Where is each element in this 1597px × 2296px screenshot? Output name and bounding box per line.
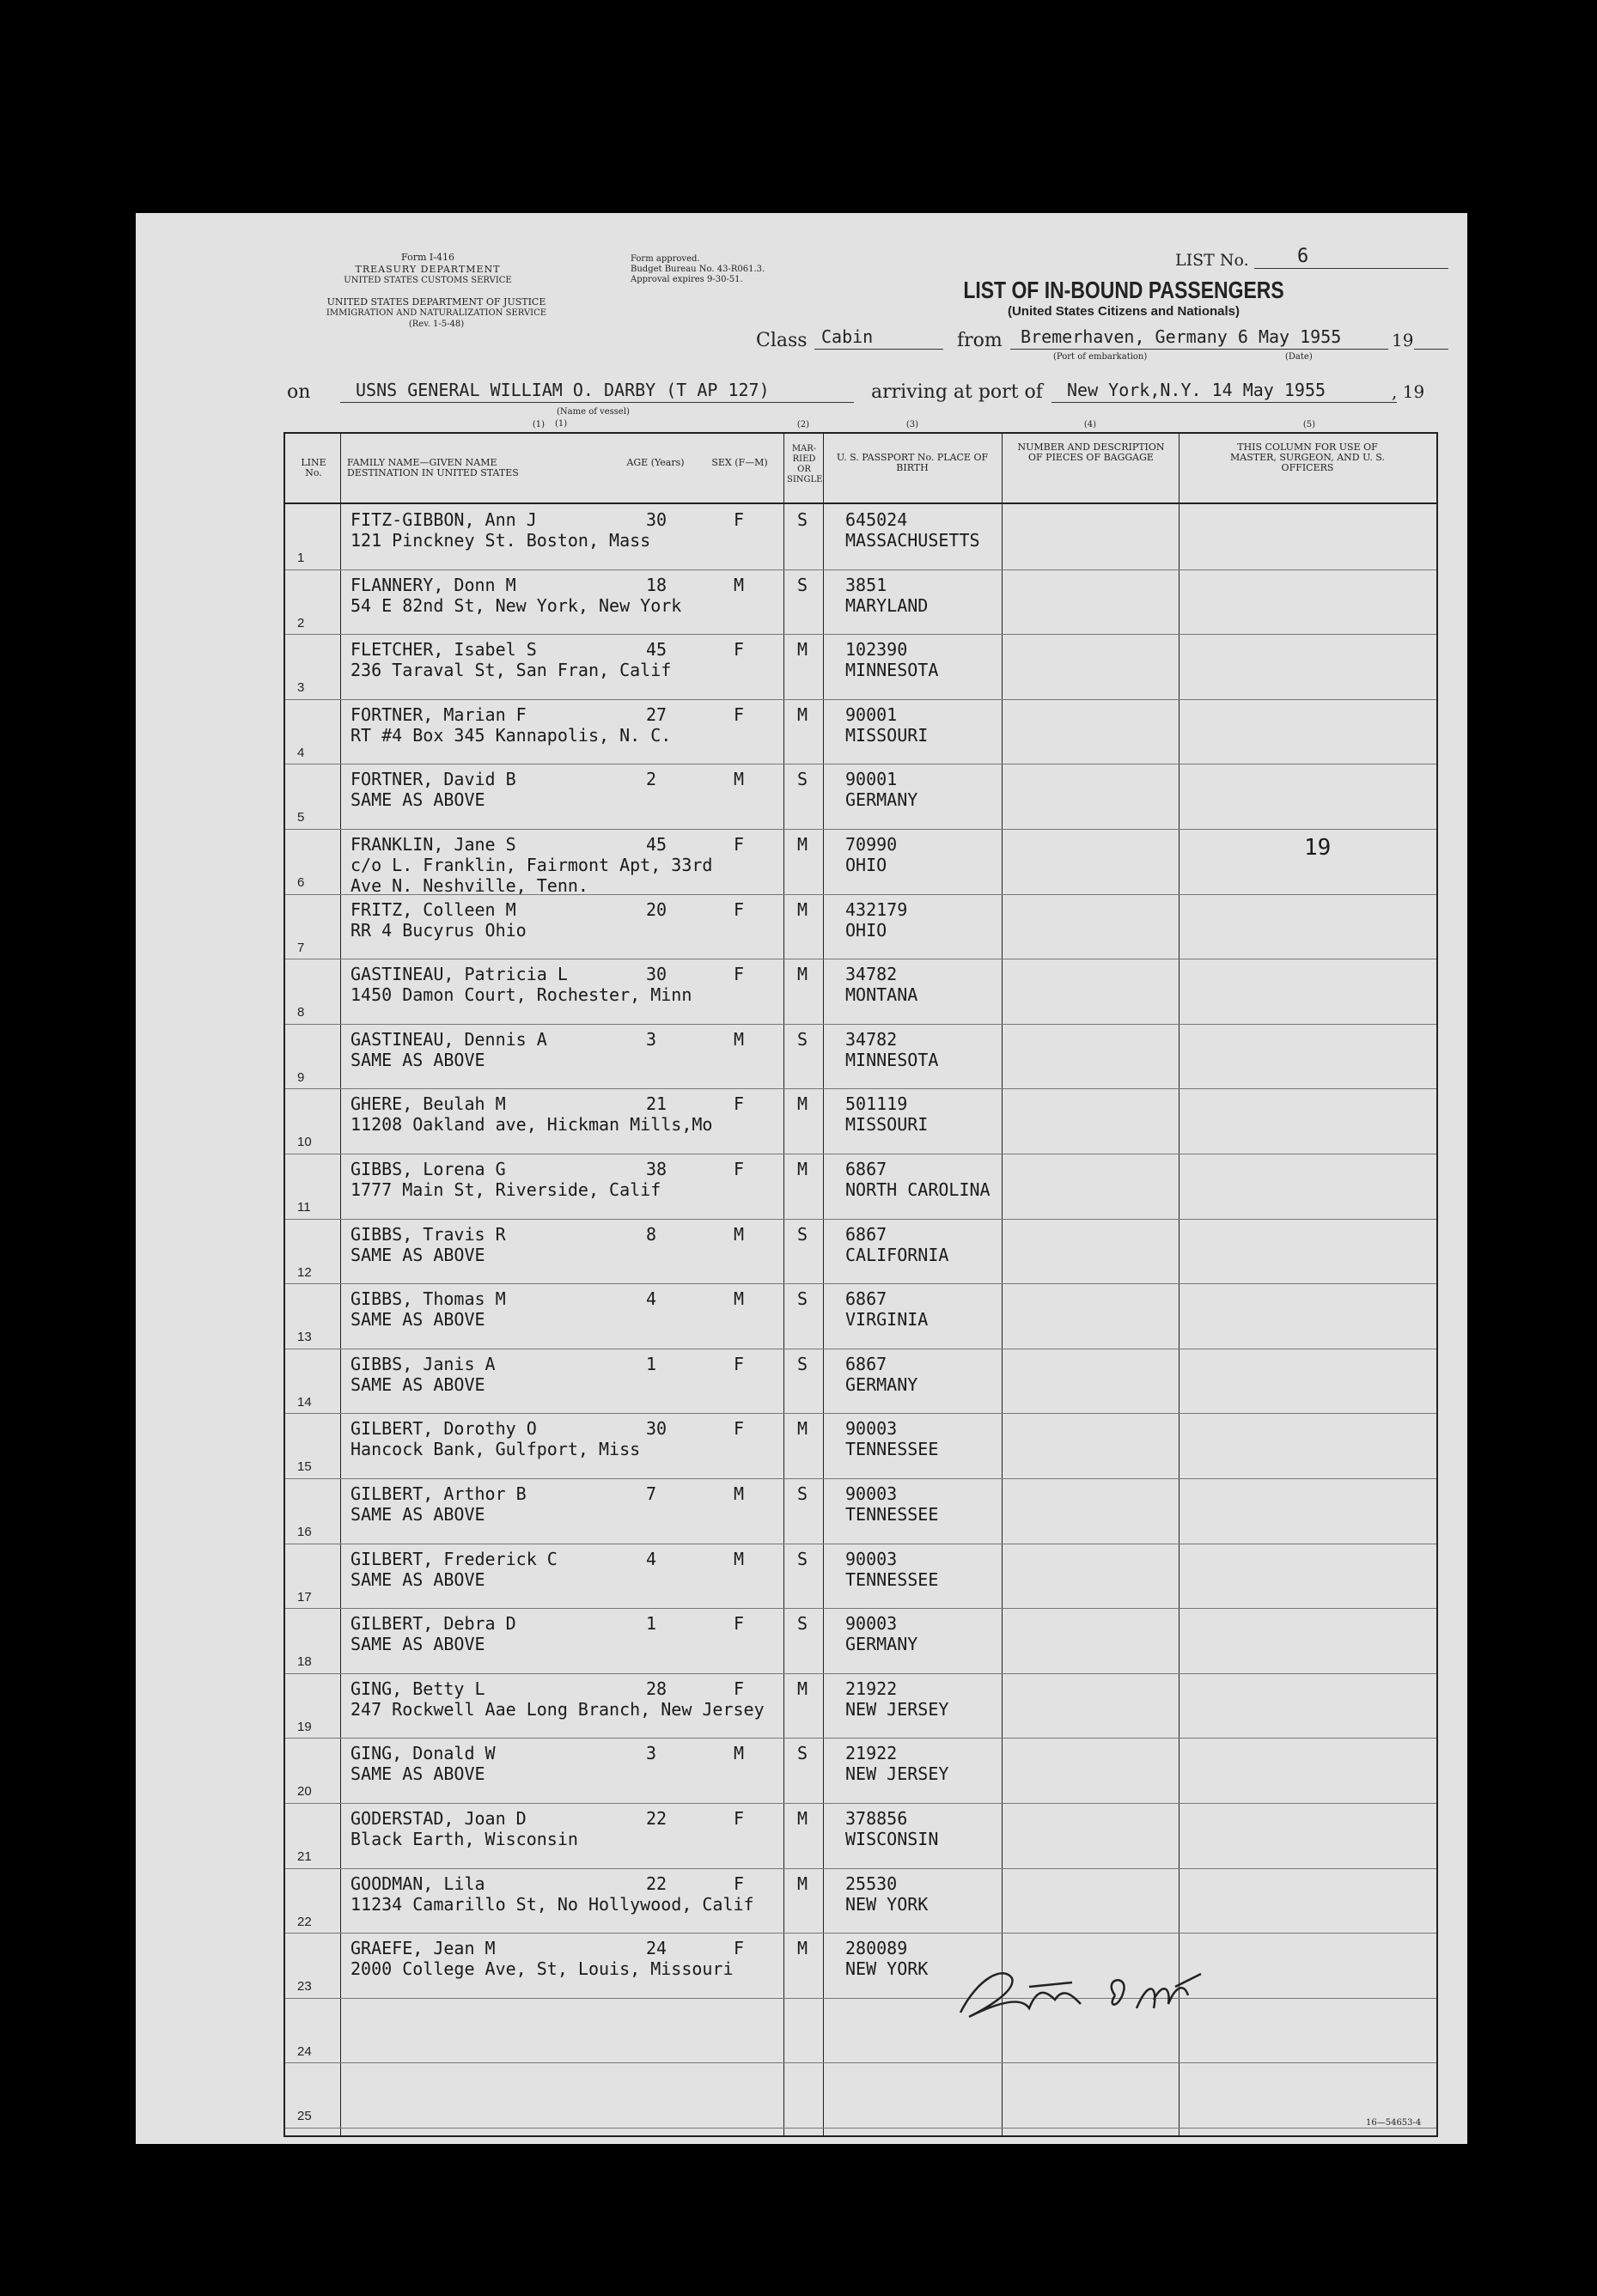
marital-status: M [797, 703, 808, 725]
place-of-birth: MONTANA [845, 984, 918, 1006]
line-number: 21 [297, 1849, 312, 1864]
treasury-dept: TREASURY DEPARTMENT [355, 264, 501, 275]
place-of-birth: MISSOURI [845, 1114, 929, 1136]
passenger-address: c/o L. Franklin, Fairmont Apt, 33rd [350, 855, 713, 875]
passport-number: 432179 [845, 898, 908, 920]
line-number: 6 [297, 875, 305, 890]
passenger-sex: M [734, 1483, 745, 1504]
passenger-name: GASTINEAU, Dennis A [350, 1028, 547, 1050]
passenger-address: SAME AS ABOVE [350, 1049, 485, 1070]
passenger-name: FITZ-GIBBON, Ann J [350, 509, 537, 530]
passenger-sex: M [734, 1548, 745, 1569]
passenger-address-2: Ave N. Neshville, Tenn. [350, 875, 588, 896]
passenger-address: RT #4 Box 345 Kannapolis, N. C. [350, 724, 672, 746]
line-number: 8 [297, 1005, 305, 1020]
line-number: 13 [297, 1330, 312, 1345]
table-row [285, 1544, 1436, 1610]
marital-status: S [797, 1353, 808, 1374]
passenger-name: GODERSTAD, Joan D [350, 1808, 527, 1829]
table-row [285, 1608, 1436, 1674]
passenger-address: SAME AS ABOVE [350, 1373, 485, 1395]
table-row [285, 1154, 1436, 1220]
col-number-5: (5) [1302, 420, 1316, 429]
place-of-birth: TENNESSEE [845, 1504, 939, 1525]
line-number: 9 [297, 1069, 305, 1085]
table-row [285, 1933, 1436, 1999]
table-row [285, 1024, 1436, 1090]
marital-status: M [797, 1093, 808, 1115]
table-row [285, 1868, 1436, 1934]
passport-number: 21922 [845, 1743, 898, 1764]
header-line-no: LINE No. [301, 457, 326, 478]
passenger-name: GIBBS, Thomas M [350, 1288, 506, 1310]
passenger-age: 20 [646, 898, 667, 920]
table-row [285, 1478, 1436, 1544]
place-of-birth: GERMANY [845, 1373, 918, 1395]
passenger-sex: F [734, 964, 745, 985]
place-of-birth: NORTH CAROLINA [845, 1179, 991, 1200]
passenger-address: SAME AS ABOVE [350, 1634, 485, 1655]
line-number: 11 [297, 1200, 311, 1215]
header-age: AGE (Years) [626, 457, 685, 468]
passenger-sex: M [734, 1223, 745, 1245]
passenger-name: FRITZ, Colleen M [350, 898, 516, 920]
marital-status: S [797, 1613, 808, 1635]
from-label: from [957, 330, 1003, 351]
line-number: 25 [297, 2109, 312, 2124]
approval-line-1: Form approved. [631, 254, 700, 264]
revision: (Rev. 1-5-48) [408, 320, 465, 329]
passenger-address: 2000 College Ave, St, Louis, Missouri [350, 1958, 734, 1980]
marital-status: S [797, 509, 808, 530]
header-marital: MAR-RIED OR SINGLE [787, 444, 823, 484]
passenger-sex: F [734, 1353, 745, 1374]
line-number: 2 [297, 615, 305, 630]
passport-number: 34782 [845, 1028, 898, 1050]
passenger-address: 11234 Camarillo St, No Hollywood, Calif [350, 1893, 754, 1915]
place-of-birth: MISSOURI [845, 724, 929, 746]
place-of-birth: MINNESOTA [845, 660, 939, 681]
passport-number: 3851 [845, 574, 887, 595]
col-number-3: (3) [905, 420, 919, 429]
class-value: Cabin [821, 326, 874, 347]
passenger-address: SAME AS ABOVE [350, 1309, 485, 1331]
passport-number: 378856 [845, 1808, 908, 1829]
place-of-birth: OHIO [845, 855, 887, 875]
table-row [285, 959, 1436, 1025]
passport-number: 70990 [845, 834, 898, 855]
marital-status: S [797, 574, 808, 595]
header-name: FAMILY NAME—GIVEN NAME DESTINATION IN UNITED STATES [347, 457, 519, 478]
place-of-birth: NEW JERSEY [845, 1698, 949, 1720]
line-number: 22 [297, 1914, 312, 1929]
passenger-age: 7 [646, 1483, 657, 1504]
passenger-age: 24 [646, 1938, 667, 1959]
passenger-age: 18 [646, 574, 667, 595]
passenger-address: 236 Taraval St, San Fran, Calif [350, 660, 672, 681]
header-passport: U. S. PASSPORT No. PLACE OF BIRTH [836, 452, 989, 473]
passenger-age: 45 [646, 834, 667, 855]
passenger-age: 8 [646, 1223, 657, 1245]
line-number: 5 [297, 810, 305, 825]
passenger-name: GIBBS, Janis A [350, 1353, 496, 1374]
place-of-birth: MASSACHUSETTS [845, 530, 980, 551]
marital-status: M [797, 1678, 808, 1699]
marital-status: M [797, 639, 808, 661]
passenger-age: 22 [646, 1873, 667, 1894]
passenger-name: GING, Donald W [350, 1743, 496, 1764]
line-number: 3 [297, 680, 305, 696]
approval-line-2: Budget Bureau No. 43-R061.3. [631, 265, 765, 274]
line-number: 7 [297, 940, 305, 955]
place-of-birth: CALIFORNIA [845, 1244, 949, 1265]
list-number: 6 [1297, 246, 1309, 267]
marital-status: M [797, 834, 808, 855]
passport-number: 6867 [845, 1159, 887, 1179]
table-row [285, 764, 1436, 830]
place-of-birth: NEW YORK [845, 1958, 929, 1980]
passport-number: 90001 [845, 703, 898, 725]
passenger-age: 27 [646, 703, 667, 725]
line-number: 1 [297, 551, 305, 565]
table-row [285, 1803, 1436, 1869]
marital-status: S [797, 1028, 808, 1050]
marital-status: M [797, 964, 808, 985]
table-row [285, 1283, 1436, 1349]
passenger-name: GILBERT, Debra D [350, 1613, 516, 1635]
passenger-sex: F [734, 898, 745, 920]
line-number: 12 [297, 1264, 312, 1280]
vessel-col-number: (1) [555, 419, 568, 429]
passport-number: 6867 [845, 1288, 887, 1310]
passenger-name: GIBBS, Travis R [350, 1223, 506, 1245]
port-caption: (Port of embarkation) [1053, 352, 1148, 362]
passenger-sex: F [734, 639, 745, 661]
passport-number: 90003 [845, 1483, 898, 1504]
table-row [285, 1349, 1436, 1415]
passenger-sex: F [734, 1938, 745, 1959]
passenger-age: 4 [646, 1548, 657, 1569]
passenger-name: GILBERT, Dorothy O [350, 1418, 537, 1440]
table-row [285, 1088, 1436, 1154]
marital-status: S [797, 1288, 808, 1310]
passenger-age: 38 [646, 1159, 667, 1179]
officer-note: 19 [1304, 835, 1332, 861]
place-of-birth: TENNESSEE [845, 1439, 939, 1460]
passenger-name: FRANKLIN, Jane S [350, 834, 516, 855]
marital-status: M [797, 1159, 808, 1179]
table-row [285, 634, 1436, 700]
passenger-address: SAME AS ABOVE [350, 1763, 485, 1785]
passenger-age: 30 [646, 509, 667, 530]
passport-number: 645024 [845, 509, 908, 530]
date-caption: (Date) [1285, 352, 1313, 362]
marital-status: S [797, 769, 808, 790]
line-number: 24 [297, 2043, 312, 2059]
passenger-age: 30 [646, 964, 667, 985]
table-row [285, 569, 1436, 636]
table-row [285, 2062, 1436, 2129]
table-row [285, 1738, 1436, 1804]
passport-number: 90003 [845, 1418, 898, 1440]
passport-number: 280089 [845, 1938, 908, 1959]
marital-status: S [797, 1743, 808, 1764]
passenger-sex: F [734, 1159, 745, 1179]
table-row [285, 504, 1436, 570]
passport-number: 90001 [845, 769, 898, 790]
passenger-address: SAME AS ABOVE [350, 1244, 485, 1265]
line-number: 23 [297, 1979, 312, 1995]
table-row [285, 829, 1436, 895]
passenger-sex: F [734, 1808, 745, 1829]
manifest-page [136, 213, 1467, 2144]
footer-code: 16—54653-4 [1366, 2118, 1422, 2128]
form-subtitle: (United States Citizens and Nationals) [1007, 304, 1240, 319]
marital-status: M [797, 1418, 808, 1440]
passenger-name: GOODMAN, Lila [350, 1873, 485, 1894]
passenger-sex: F [734, 1613, 745, 1635]
passenger-sex: F [734, 1093, 745, 1115]
line-number: 15 [297, 1459, 312, 1475]
col-number-2: (2) [796, 420, 810, 429]
passenger-address: 1450 Damon Court, Rochester, Minn [350, 984, 692, 1006]
line-number: 18 [297, 1654, 312, 1670]
passenger-age: 22 [646, 1808, 667, 1829]
table-row [285, 1219, 1436, 1285]
passenger-age: 1 [646, 1613, 657, 1635]
place-of-birth: MINNESOTA [845, 1049, 939, 1070]
list-number-label: LIST No. [1175, 251, 1249, 270]
passenger-address: SAME AS ABOVE [350, 1504, 485, 1525]
passenger-name: GASTINEAU, Patricia L [350, 964, 568, 985]
passenger-age: 3 [646, 1743, 657, 1764]
approval-line-3: Approval expires 9-30-51. [631, 275, 743, 284]
passenger-name: FLANNERY, Donn M [350, 574, 516, 595]
passenger-name: GILBERT, Arthor B [350, 1483, 527, 1504]
class-label: Class [756, 330, 808, 351]
header-officers: THIS COLUMN FOR USE OF MASTER, SURGEON, AND U. S. OFFICERS [1229, 442, 1385, 473]
place-of-birth: GERMANY [845, 789, 918, 811]
passenger-sex: M [734, 769, 745, 790]
passport-number: 21922 [845, 1678, 898, 1699]
passenger-name: FLETCHER, Isabel S [350, 639, 537, 661]
marital-status: M [797, 1808, 808, 1829]
passenger-sex: M [734, 1028, 745, 1050]
passenger-address: 1777 Main St, Riverside, Calif [350, 1179, 661, 1200]
passenger-sex: F [734, 1418, 745, 1440]
passenger-age: 30 [646, 1418, 667, 1440]
passenger-address: SAME AS ABOVE [350, 789, 485, 811]
passenger-age: 21 [646, 1093, 667, 1115]
table-row [285, 699, 1436, 765]
passenger-name: GING, Betty L [350, 1678, 485, 1699]
arriving-label: arriving at port of [871, 381, 1043, 403]
place-of-birth: NEW JERSEY [845, 1763, 949, 1785]
passenger-name: GRAEFE, Jean M [350, 1938, 496, 1959]
passenger-sex: F [734, 703, 745, 725]
passenger-name: FORTNER, David B [350, 769, 516, 790]
passenger-address: 247 Rockwell Aae Long Branch, New Jersey [350, 1698, 765, 1720]
passenger-age: 2 [646, 769, 657, 790]
officer-signature [943, 1961, 1227, 2030]
arrival-value: New York,N.Y. 14 May 1955 [1067, 380, 1326, 400]
passenger-age: 1 [646, 1353, 657, 1374]
line-number: 19 [297, 1719, 312, 1734]
table-row [285, 1673, 1436, 1739]
line-number: 20 [297, 1784, 312, 1800]
header-baggage: NUMBER AND DESCRIPTION OF PIECES OF BAGGAGE [1017, 442, 1165, 463]
marital-status: M [797, 1938, 808, 1959]
marital-status: S [797, 1223, 808, 1245]
passport-number: 90003 [845, 1613, 898, 1635]
line-number: 14 [297, 1394, 312, 1410]
marital-status: S [797, 1548, 808, 1569]
passenger-sex: F [734, 1873, 745, 1894]
place-of-birth: MARYLAND [845, 594, 929, 616]
place-of-birth: WISCONSIN [845, 1829, 939, 1849]
passport-number: 6867 [845, 1353, 887, 1374]
line-number: 16 [297, 1525, 312, 1539]
passenger-sex: F [734, 1678, 745, 1699]
vessel-name: USNS GENERAL WILLIAM O. DARBY (T AP 127) [356, 380, 770, 400]
col-number-4: (4) [1083, 420, 1097, 429]
place-of-birth: VIRGINIA [845, 1309, 929, 1331]
form-number: Form I-416 [401, 252, 454, 263]
marital-status: M [797, 898, 808, 920]
passport-number: 90003 [845, 1548, 898, 1569]
table-row [285, 1998, 1436, 2064]
passenger-address: 11208 Oakland ave, Hickman Mills,Mo [350, 1114, 713, 1136]
ins-service: IMMIGRATION AND NATURALIZATION SERVICE [326, 308, 547, 318]
passport-number: 102390 [845, 639, 908, 661]
passport-number: 501119 [845, 1093, 908, 1115]
arrival-year: , 19 [1392, 381, 1425, 402]
line-number: 10 [297, 1135, 312, 1150]
table-row [285, 894, 1436, 960]
passport-number: 25530 [845, 1873, 898, 1894]
passenger-address: 121 Pinckney St. Boston, Mass [350, 530, 651, 551]
col-number-1: (1) [532, 420, 546, 429]
passenger-age: 28 [646, 1678, 667, 1699]
passenger-name: FORTNER, Marian F [350, 703, 527, 725]
passenger-name: GILBERT, Frederick C [350, 1548, 558, 1569]
header-sex: SEX (F—M) [711, 457, 768, 468]
customs-service: UNITED STATES CUSTOMS SERVICE [344, 276, 512, 285]
line-number: 4 [297, 745, 305, 760]
year-suffix: 19 [1392, 330, 1414, 350]
vessel-caption: (Name of vessel) [557, 407, 630, 417]
place-of-birth: NEW YORK [845, 1893, 929, 1915]
passenger-sex: M [734, 1288, 745, 1310]
passenger-age: 4 [646, 1288, 657, 1310]
passenger-sex: F [734, 509, 745, 530]
from-value: Bremerhaven, Germany 6 May 1955 [1021, 326, 1342, 347]
passenger-address: 54 E 82nd St, New York, New York [350, 594, 682, 616]
passenger-name: GHERE, Beulah M [350, 1093, 506, 1115]
passenger-address: Black Earth, Wisconsin [350, 1829, 578, 1849]
table-row [285, 1413, 1436, 1479]
passenger-address: Hancock Bank, Gulfport, Miss [350, 1439, 641, 1460]
passenger-table [283, 420, 1438, 2137]
passenger-sex: F [734, 834, 745, 855]
on-label: on [287, 381, 311, 403]
place-of-birth: OHIO [845, 919, 887, 941]
justice-dept: UNITED STATES DEPARTMENT OF JUSTICE [326, 296, 546, 308]
passenger-address: SAME AS ABOVE [350, 1568, 485, 1590]
passenger-name: GIBBS, Lorena G [350, 1159, 506, 1179]
marital-status: S [797, 1483, 808, 1504]
place-of-birth: GERMANY [845, 1634, 918, 1655]
passenger-sex: M [734, 574, 745, 595]
passenger-address: RR 4 Bucyrus Ohio [350, 919, 527, 941]
passenger-age: 3 [646, 1028, 657, 1050]
passport-number: 34782 [845, 964, 898, 985]
marital-status: M [797, 1873, 808, 1894]
line-number: 17 [297, 1589, 312, 1605]
form-title: LIST OF IN-BOUND PASSENGERS [963, 277, 1284, 303]
passenger-age: 45 [646, 639, 667, 661]
place-of-birth: TENNESSEE [845, 1568, 939, 1590]
passenger-sex: M [734, 1743, 745, 1764]
passport-number: 6867 [845, 1223, 887, 1245]
